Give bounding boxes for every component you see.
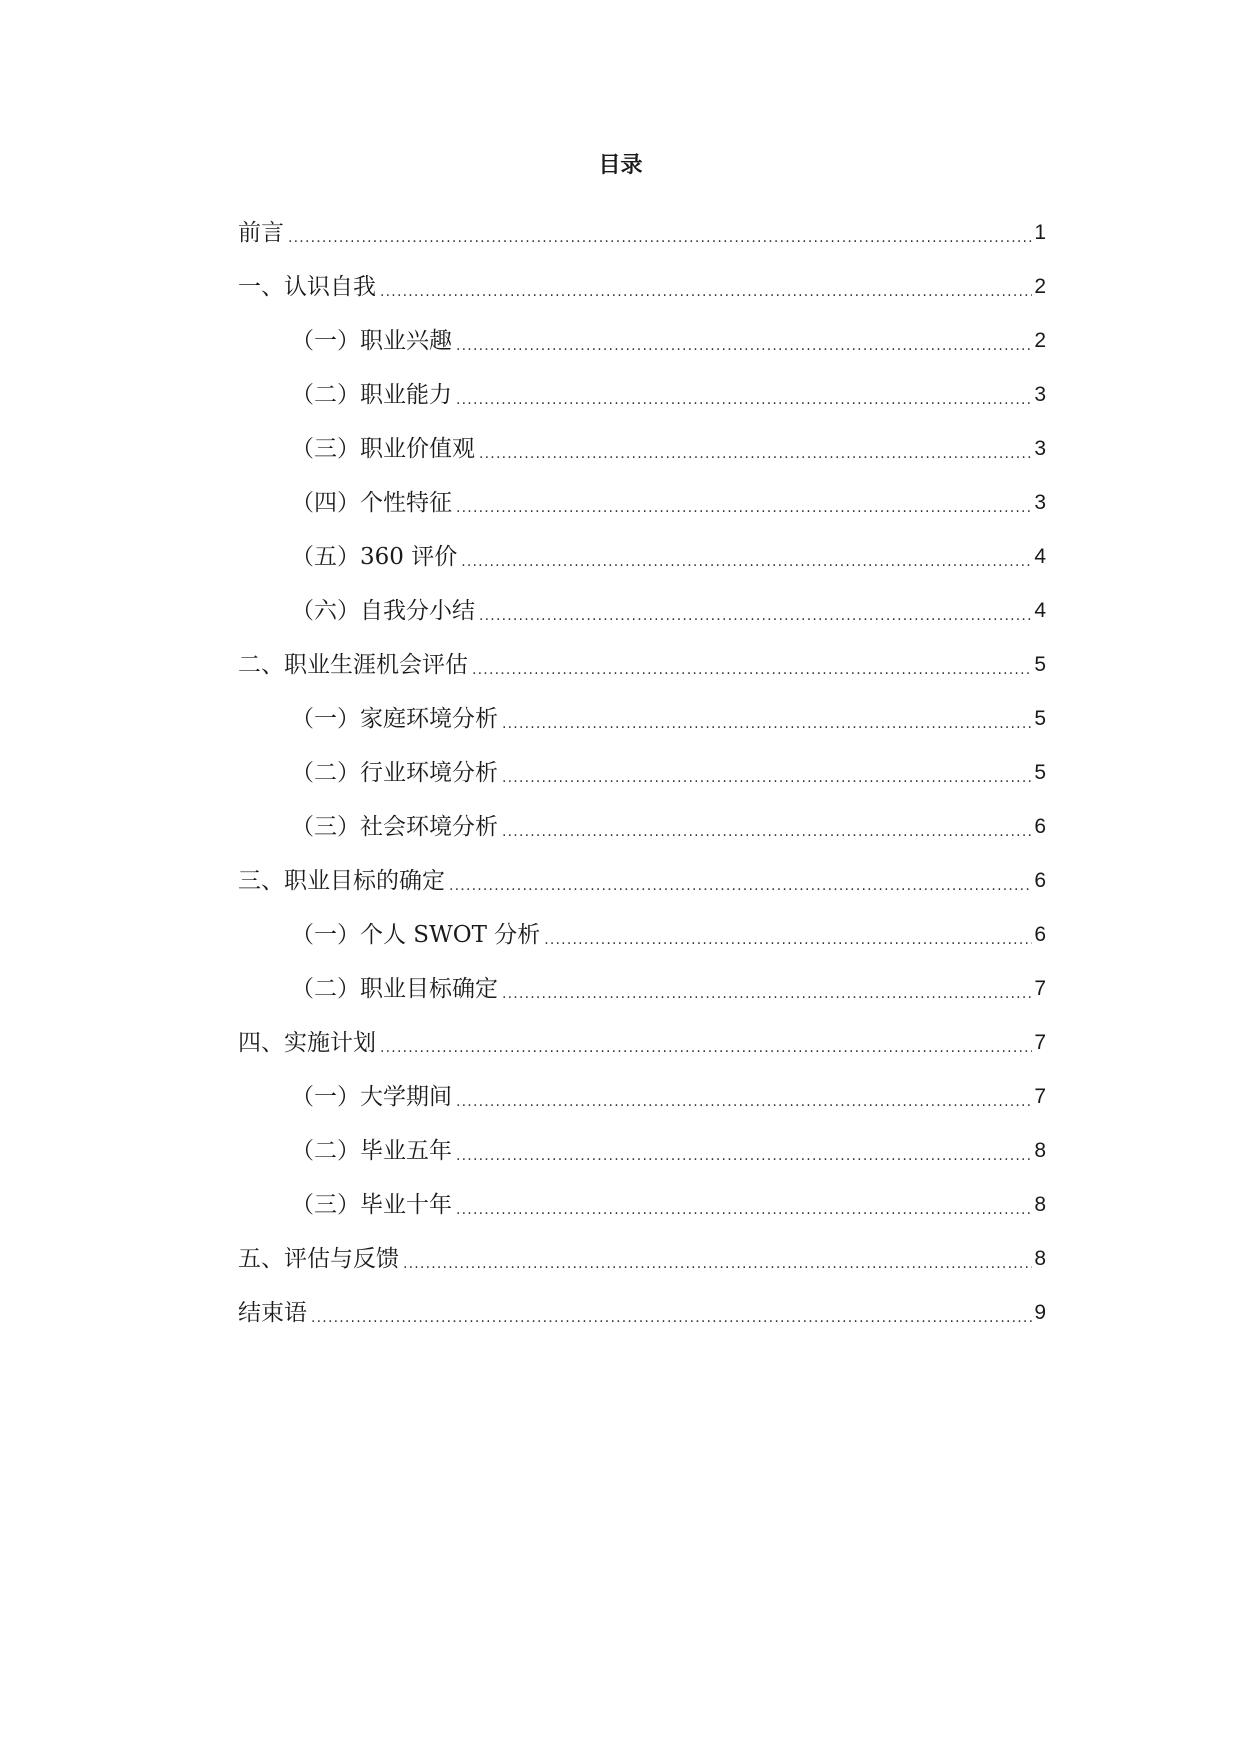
toc-entry-page-number: 5 bbox=[1034, 761, 1046, 784]
toc-entry-page-number: 3 bbox=[1034, 383, 1046, 406]
toc-entry-label: （一）职业兴趣 bbox=[291, 328, 452, 354]
toc-entry-label: （一）家庭环境分析 bbox=[291, 706, 498, 732]
toc-entry[interactable] bbox=[238, 308, 1046, 362]
toc-entry-page-number: 9 bbox=[1034, 1301, 1046, 1324]
toc-dot-leader bbox=[456, 498, 1032, 518]
toc-dot-leader bbox=[472, 660, 1032, 680]
toc-entry[interactable] bbox=[238, 902, 1046, 956]
toc-entry[interactable] bbox=[238, 200, 1046, 254]
toc-entry[interactable] bbox=[238, 416, 1046, 470]
toc-dot-leader bbox=[502, 768, 1032, 788]
toc-dot-leader bbox=[456, 1200, 1032, 1220]
toc-entry-label: 五、评估与反馈 bbox=[238, 1246, 399, 1272]
toc-entry-label: 二、职业生涯机会评估 bbox=[238, 652, 468, 678]
toc-entry[interactable] bbox=[238, 1118, 1046, 1172]
toc-entry-page-number: 6 bbox=[1034, 923, 1046, 946]
toc-entry-label: （二）职业能力 bbox=[291, 382, 452, 408]
toc-dot-leader bbox=[380, 1038, 1032, 1058]
toc-entry-label: （四）个性特征 bbox=[291, 490, 452, 516]
toc-entry[interactable] bbox=[238, 632, 1046, 686]
toc-entry-label: （一）大学期间 bbox=[291, 1084, 452, 1110]
toc-dot-leader bbox=[456, 390, 1032, 410]
toc-entry-label: 三、职业目标的确定 bbox=[238, 868, 445, 894]
toc-entry[interactable] bbox=[238, 686, 1046, 740]
toc-entry-page-number: 7 bbox=[1034, 977, 1046, 1000]
toc-dot-leader bbox=[544, 930, 1032, 950]
toc-dot-leader bbox=[461, 552, 1032, 572]
toc-entry[interactable] bbox=[238, 524, 1046, 578]
toc-title: 目录 bbox=[598, 153, 643, 178]
toc-entry-page-number: 5 bbox=[1034, 653, 1046, 676]
toc-entry-page-number: 8 bbox=[1034, 1139, 1046, 1162]
toc-dot-leader bbox=[502, 984, 1032, 1004]
toc-entry-page-number: 3 bbox=[1034, 437, 1046, 460]
toc-entry-page-number: 4 bbox=[1034, 545, 1046, 568]
toc-entry[interactable] bbox=[238, 1172, 1046, 1226]
toc-entry[interactable] bbox=[238, 254, 1046, 308]
toc-dot-leader bbox=[456, 336, 1032, 356]
toc-entry-label: （三）毕业十年 bbox=[291, 1192, 452, 1218]
toc-entry[interactable] bbox=[238, 1226, 1046, 1280]
toc-entry[interactable] bbox=[238, 956, 1046, 1010]
toc-dot-leader bbox=[449, 876, 1032, 896]
toc-entry-page-number: 5 bbox=[1034, 707, 1046, 730]
toc-entry-label: 一、认识自我 bbox=[238, 274, 376, 300]
toc-entry-page-number: 1 bbox=[1034, 221, 1046, 244]
toc-dot-leader bbox=[502, 822, 1032, 842]
toc-list bbox=[238, 200, 1046, 1334]
toc-entry[interactable] bbox=[238, 1280, 1046, 1334]
toc-entry-page-number: 8 bbox=[1034, 1193, 1046, 1216]
toc-entry[interactable] bbox=[238, 470, 1046, 524]
toc-entry-page-number: 3 bbox=[1034, 491, 1046, 514]
toc-entry-label: （五）360 评价 bbox=[291, 544, 458, 570]
toc-dot-leader bbox=[456, 1146, 1032, 1166]
toc-entry-label: 结束语 bbox=[238, 1300, 307, 1326]
toc-entry[interactable] bbox=[238, 848, 1046, 902]
toc-dot-leader bbox=[311, 1308, 1032, 1328]
toc-entry-page-number: 7 bbox=[1034, 1085, 1046, 1108]
toc-entry-page-number: 6 bbox=[1034, 815, 1046, 838]
toc-entry[interactable] bbox=[238, 578, 1046, 632]
toc-entry-label: （三）职业价值观 bbox=[291, 436, 475, 462]
toc-dot-leader bbox=[288, 228, 1032, 248]
toc-dot-leader bbox=[456, 1092, 1032, 1112]
toc-entry-page-number: 4 bbox=[1034, 599, 1046, 622]
toc-entry-label: 前言 bbox=[238, 220, 284, 246]
toc-entry-label: 四、实施计划 bbox=[238, 1030, 376, 1056]
toc-entry-label: （三）社会环境分析 bbox=[291, 814, 498, 840]
toc-entry[interactable] bbox=[238, 794, 1046, 848]
toc-dot-leader bbox=[403, 1254, 1032, 1274]
toc-entry-label: （六）自我分小结 bbox=[291, 598, 475, 624]
toc-entry[interactable] bbox=[238, 362, 1046, 416]
toc-entry[interactable] bbox=[238, 1064, 1046, 1118]
toc-entry-label: （一）个人 SWOT 分析 bbox=[291, 922, 541, 948]
toc-entry-page-number: 2 bbox=[1034, 329, 1046, 352]
toc-entry-label: （二）职业目标确定 bbox=[291, 976, 498, 1002]
toc-entry[interactable] bbox=[238, 740, 1046, 794]
toc-entry-page-number: 6 bbox=[1034, 869, 1046, 892]
toc-entry-label: （二）行业环境分析 bbox=[291, 760, 498, 786]
toc-dot-leader bbox=[479, 444, 1032, 464]
toc-dot-leader bbox=[502, 714, 1032, 734]
toc-dot-leader bbox=[479, 606, 1032, 626]
toc-entry[interactable] bbox=[238, 1010, 1046, 1064]
toc-entry-page-number: 8 bbox=[1034, 1247, 1046, 1270]
toc-entry-label: （二）毕业五年 bbox=[291, 1138, 452, 1164]
toc-dot-leader bbox=[380, 282, 1032, 302]
toc-entry-page-number: 7 bbox=[1034, 1031, 1046, 1054]
toc-entry-page-number: 2 bbox=[1034, 275, 1046, 298]
